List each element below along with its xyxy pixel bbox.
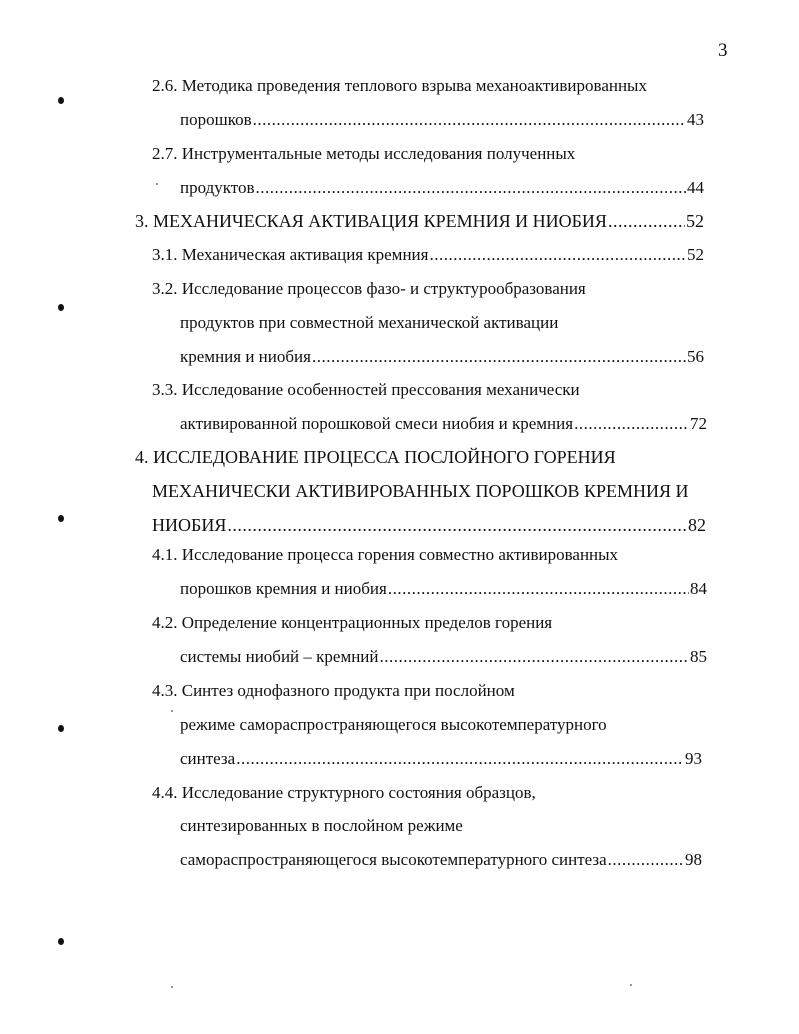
binding-hole-mark (58, 304, 64, 311)
dot-leader (256, 177, 686, 199)
toc-entry-4-4 (180, 849, 702, 871)
dot-leader (608, 210, 685, 232)
toc-2-6-title-line2: порошков (180, 110, 252, 129)
toc-4-2-title-line2: системы ниобий – кремний (180, 647, 379, 666)
toc-4-4-title-line3: самораспространяющегося высокотемпературного синтеза (180, 850, 607, 869)
binding-hole-mark (58, 97, 64, 104)
binding-hole-mark (58, 725, 64, 732)
scan-speck (630, 984, 632, 986)
toc-4-3-title-line3: синтеза (180, 749, 236, 768)
toc-2-7-title-line1: 2.7. Инструментальные методы исследования полученных (152, 144, 576, 163)
toc-entry-2-7 (180, 177, 704, 199)
toc-chapter-4-title-line3: НИОБИЯ (152, 515, 227, 535)
dot-leader (253, 109, 686, 131)
dot-leader (429, 244, 686, 266)
dot-leader (574, 413, 689, 435)
toc-2-6-page: 43 (687, 110, 704, 129)
toc-entry-3-3 (180, 413, 707, 435)
toc-2-6-title-line1: 2.6. Методика проведения теплового взрыва механоактивированных (152, 76, 647, 95)
dot-leader (236, 748, 684, 770)
toc-chapter-3-title: 3. МЕХАНИЧЕСКАЯ АКТИВАЦИЯ КРЕМНИЯ И НИОБИЯ (135, 211, 607, 231)
toc-4-4-title-line1: 4.4. Исследование структурного состояния образцов, (152, 783, 536, 802)
toc-chapter-4-title-line2: МЕХАНИЧЕСКИ АКТИВИРОВАННЫХ ПОРОШКОВ КРЕМНИЯ И (152, 481, 689, 501)
toc-entry-4-3 (180, 748, 702, 770)
toc-3-2-page: 56 (687, 347, 704, 366)
toc-4-3-page: 93 (685, 749, 702, 768)
toc-3-2-title-line2: продуктов при совместной механической активации (180, 313, 559, 332)
page-number: 3 (718, 40, 728, 61)
toc-entry-2-6 (180, 109, 704, 131)
toc-entry-4-1 (180, 578, 707, 600)
toc-chapter-4-page: 82 (688, 515, 706, 535)
dot-leader (380, 646, 690, 668)
binding-hole-mark (58, 938, 64, 945)
dot-leader (388, 578, 689, 600)
toc-entry-chapter-3 (135, 210, 704, 232)
toc-3-3-title-line2: активированной порошковой смеси ниобия и кремния (180, 414, 574, 433)
dot-leader (608, 849, 684, 871)
binding-hole-mark (58, 515, 64, 522)
scan-speck (171, 986, 173, 988)
toc-4-3-title-line1: 4.3. Синтез однофазного продукта при послойном (152, 681, 515, 700)
toc-3-1-page: 52 (687, 245, 704, 264)
toc-3-3-page: 72 (690, 414, 707, 433)
toc-4-4-page: 98 (685, 850, 702, 869)
scan-speck (171, 710, 173, 712)
toc-4-2-title-line1: 4.2. Определение концентрационных пределов горения (152, 613, 553, 632)
toc-entry-4-2 (180, 646, 707, 668)
scan-speck (156, 183, 158, 185)
toc-chapter-4-title-line1: 4. ИССЛЕДОВАНИЕ ПРОЦЕССА ПОСЛОЙНОГО ГОРЕНИЯ (135, 447, 616, 467)
toc-entry-3-2 (180, 346, 704, 368)
dot-leader (312, 346, 686, 368)
toc-4-1-page: 84 (690, 579, 707, 598)
dot-leader (227, 514, 687, 536)
toc-2-7-title-line2: продуктов (180, 178, 255, 197)
toc-3-1-title: 3.1. Механическая активация кремния (152, 245, 429, 264)
toc-entry-3-1 (152, 244, 704, 266)
toc-4-3-title-line2: режиме самораспространяющегося высокотемпературного (180, 715, 607, 734)
toc-3-2-title-line1: 3.2. Исследование процессов фазо- и структурообразования (152, 279, 586, 298)
toc-3-2-title-line3: кремния и ниобия (180, 347, 311, 366)
toc-4-1-title-line1: 4.1. Исследование процесса горения совместно активированных (152, 545, 619, 564)
toc-4-4-title-line2: синтезированных в послойном режиме (180, 816, 463, 835)
toc-4-1-title-line2: порошков кремния и ниобия (180, 579, 387, 598)
toc-4-2-page: 85 (690, 647, 707, 666)
toc-entry-chapter-4 (152, 514, 706, 536)
toc-chapter-3-page: 52 (686, 211, 704, 231)
toc-3-3-title-line1: 3.3. Исследование особенностей прессования механически (152, 380, 580, 399)
toc-2-7-page: 44 (687, 178, 704, 197)
